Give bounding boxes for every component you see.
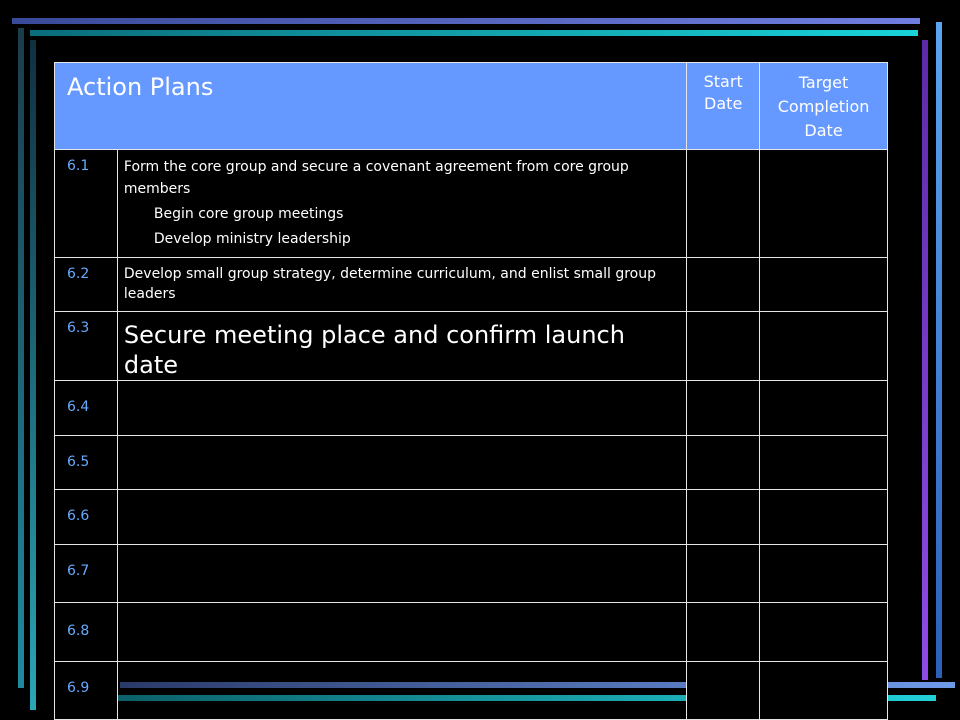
target-date-cell [760, 436, 888, 490]
header-start-date-text: Start Date [703, 72, 743, 113]
row-number: 6.5 [55, 436, 118, 490]
row-description: Secure meeting place and confirm launch date [117, 312, 686, 381]
table-row [55, 258, 888, 312]
row-number: 6.9 [55, 662, 118, 720]
row-number: 6.4 [55, 381, 118, 436]
header-target-date [760, 63, 888, 150]
frame-bar-top-inner [30, 30, 918, 36]
start-date-cell [687, 603, 760, 662]
frame-bar-right-outer [936, 22, 942, 678]
row-description [117, 490, 686, 545]
row-number: 6.6 [55, 490, 118, 545]
row-description [117, 381, 686, 436]
frame-bar-left-inner [30, 40, 36, 710]
table-row [55, 381, 888, 436]
table-row [55, 436, 888, 490]
table-row [55, 150, 888, 258]
row-sub-text: Develop ministry leadership [153, 231, 351, 247]
row-main-text: Develop small group strategy, determine curriculum, and enlist small group leaders [123, 266, 656, 302]
table-row [55, 545, 888, 603]
header-action-plans: Action Plans [55, 63, 687, 150]
row-description [117, 150, 686, 258]
header-target-date-text: Target Completion Date [777, 73, 870, 140]
table-row [55, 312, 888, 381]
row-number: 6.7 [55, 545, 118, 603]
row-description [117, 545, 686, 603]
row-description [117, 662, 686, 720]
start-date-cell [687, 150, 760, 258]
target-date-cell [760, 490, 888, 545]
frame-bar-right-inner [922, 40, 928, 680]
row-number: 6.2 [55, 258, 118, 312]
row-description [117, 603, 686, 662]
start-date-cell [687, 381, 760, 436]
row-sub-text: Begin core group meetings [153, 206, 344, 222]
target-date-cell [760, 662, 888, 720]
start-date-cell [687, 545, 760, 603]
action-plans-table [54, 62, 888, 720]
start-date-cell [687, 436, 760, 490]
row-main-text: Form the core group and secure a covenant agreement from core group members [123, 159, 629, 197]
row-description [117, 258, 686, 312]
row-description [117, 436, 686, 490]
target-date-cell [760, 150, 888, 258]
target-date-cell [760, 312, 888, 381]
row-number: 6.8 [55, 603, 118, 662]
target-date-cell [760, 603, 888, 662]
start-date-cell [687, 258, 760, 312]
row-number: 6.1 [55, 150, 118, 258]
table-row [55, 662, 888, 720]
table-row [55, 490, 888, 545]
table-header-row [55, 63, 888, 150]
target-date-cell [760, 545, 888, 603]
frame-bar-top-outer [12, 18, 920, 24]
start-date-cell [687, 662, 760, 720]
frame-bar-left-outer [18, 28, 24, 688]
header-start-date [687, 63, 760, 150]
row-number: 6.3 [55, 312, 118, 381]
table-row [55, 603, 888, 662]
start-date-cell [687, 312, 760, 381]
start-date-cell [687, 490, 760, 545]
target-date-cell [760, 258, 888, 312]
target-date-cell [760, 381, 888, 436]
